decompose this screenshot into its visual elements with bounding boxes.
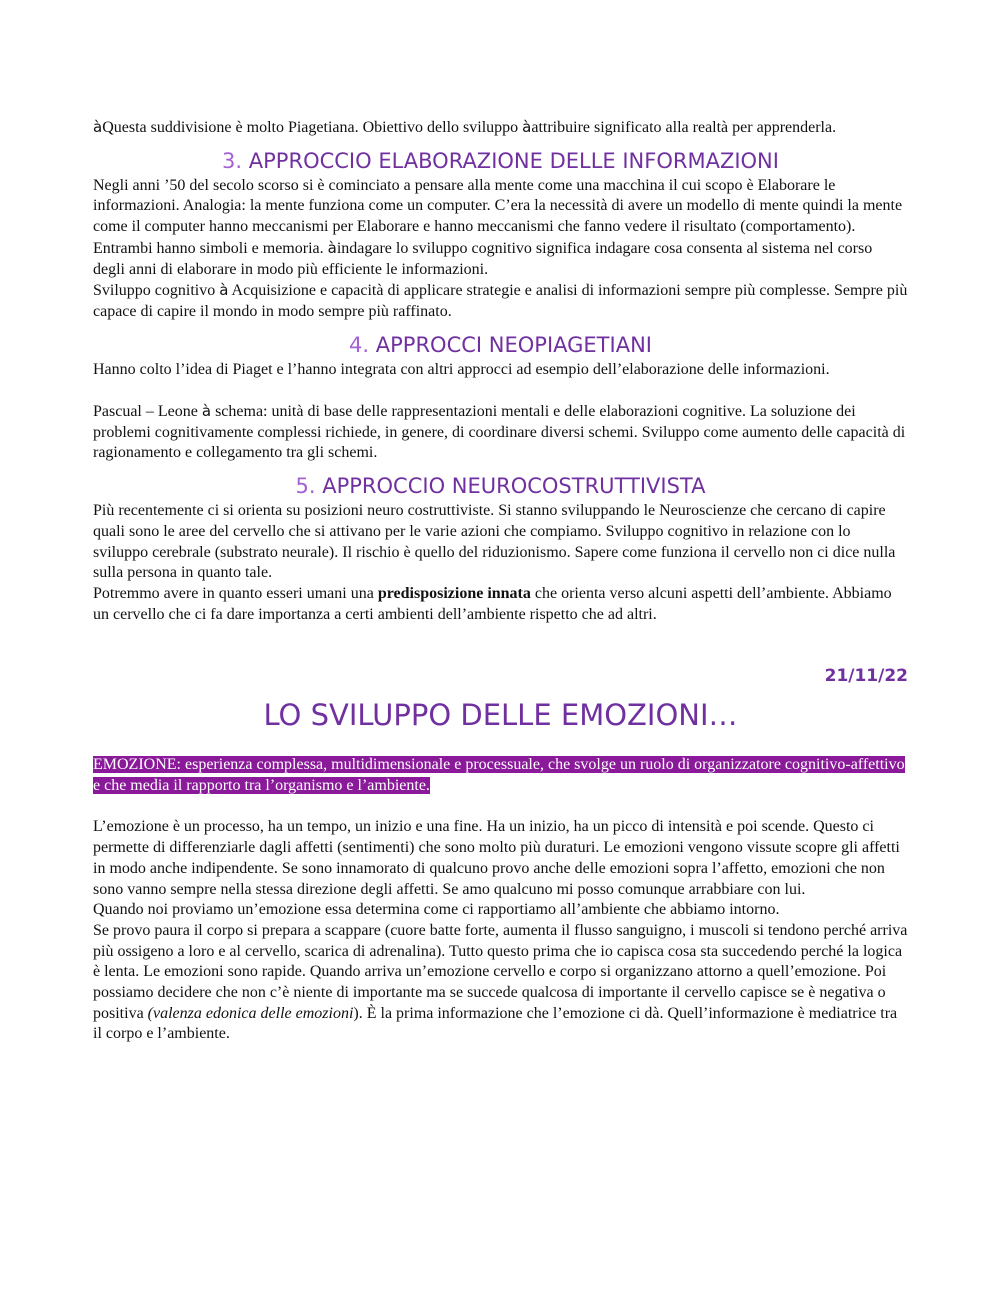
bold-term: predisposizione innata [377,584,531,602]
arrow-icon: à [93,118,103,136]
section-3-paragraph-1: Negli anni ’50 del secolo scorso si è cominciato a pensare alla mente come una macchina il cui scopo è Elaborare le informazioni. Analogia: la mente funziona come un computer. C’era la necessità di avere un modello di mente quindi la mente come il computer hanno meccanismi per Elaborare e hanno meccanismi che fanno vedere il risultato (comportamento). Entrambi hanno simboli e memoria. àindagare lo sviluppo cognitivo significa indagare cosa consenta al sistema nel corso degli anni di elaborare in modo più efficiente le informazioni. [93,176,903,278]
chapter-paragraph-2: Quando noi proviamo un’emozione essa determina come ci rapportiamo all’ambiente che abbiamo intorno. [93,901,780,919]
section-5-heading: 5. APPROCCIO NEUROCOSTRUTTIVISTA [295,474,706,499]
section-5-paragraph-2: Potremmo avere in quanto esseri umani una predisposizione innata che orienta verso alcuni aspetti dell’ambiente. Abbiamo un cervello che ci fa dare importanza a certi ambienti dell’ambiente rispetto che ad altri. [93,584,892,623]
chapter-paragraph-1: L’emozione è un processo, ha un tempo, un inizio e una fine. Ha un inizio, ha un picco di intensità e poi scende. Questo ci permette di differenziarle dagli affetti (sentimenti) che sono molto più duraturi. Le emozioni vengono vissute scopre gli affetti in modo anche indipendente. Se sono innamorato di qualcuno provo anche delle emozioni sopra l’affetto, emozioni che non sono vanno sempre nella stessa direzione degli affetti. Se amo qualcuno mi posso comunque arrabbiare con lui. [93,818,900,898]
section-4-paragraph-1: Hanno colto l’idea di Piaget e l’hanno integrata con altri approcci ad esempio dell’elaborazione delle informazioni. [93,360,830,378]
arrow-icon: à [522,118,532,136]
section-3-heading: 3. APPROCCIO ELABORAZIONE DELLE INFORMAZIONI [222,148,779,173]
section-4-heading: 4. APPROCCI NEOPIAGETIANI [349,332,652,357]
chapter-title: LO SVILUPPO DELLE EMOZIONI… [263,698,738,733]
section-3-paragraph-2: Sviluppo cognitivo à Acquisizione e capacità di applicare strategie e analisi di informazioni sempre più complesse. Sempre più capace di capire il mondo in modo sempre più raffinato. [93,281,908,320]
arrow-icon: à [219,281,229,300]
paragraph-spacer [93,380,908,401]
italic-term: (valenza edonica delle emozioni [147,1004,354,1022]
document-page [93,117,908,1045]
arrow-icon: à [201,402,212,421]
arrow-icon: à [327,238,337,257]
section-5-paragraph-1: Più recentemente ci si orienta su posizioni neuro costruttiviste. Si stanno sviluppando le Neuroscienze che cercano di capire quali sono le aree del cervello che si attivano per le varie azioni che compiamo. Sviluppo cognitivo in relazione con lo sviluppo cerebrale (substrato neurale). Il rischio è quello del riduzionismo. Sapere come funziona il cervello non ci dice nulla sulla persona in quanto tale. [93,502,896,582]
chapter-paragraph-3: Se provo paura il corpo si prepara a scappare (cuore batte forte, aumenta il flusso sanguigno, i muscoli si tendono perché arriva più ossigeno a loro e al cervello, scarica di adrenalina). Tutto questo prima che io capisca cosa sta succedendo perché la logica è lenta. Le emozioni sono rapide. Quando arriva un’emozione cervello e corpo si organizzano attorno a quell’emozione. Poi possiamo decidere che non c’è niente di importante ma se succede qualcosa di importante il cervello capisce se è negativa o positiva (valenza edonica delle emozioni). È la prima informazione che l’emozione ci dà. Quell’informazione è mediatrice tra il corpo e l’ambiente. [93,921,908,1043]
section-4-paragraph-2: Pascual – Leone à schema: unità di base delle rappresentazioni mentali e delle elaborazioni cognitive. La soluzione dei problemi cognitivamente complessi richiede, in genere, di coordinare diversi schemi. Sviluppo come aumento delle capacità di ragionamento e collegamento tra gli schemi. [93,402,906,462]
lesson-date: 21/11/22 [824,666,908,687]
intro-paragraph: àQuesta suddivisione è molto Piagetiana. Obiettivo dello sviluppo àattribuire significato alla realtà per apprenderla. [93,118,837,136]
paragraph-spacer [93,797,908,818]
highlighted-definition: EMOZIONE: esperienza complessa, multidimensionale e processuale, che svolge un ruolo di organizzatore cognitivo-affettivo e che media il rapporto tra l’organismo e l’ambiente. [93,756,905,795]
emotion-definition [93,755,908,796]
